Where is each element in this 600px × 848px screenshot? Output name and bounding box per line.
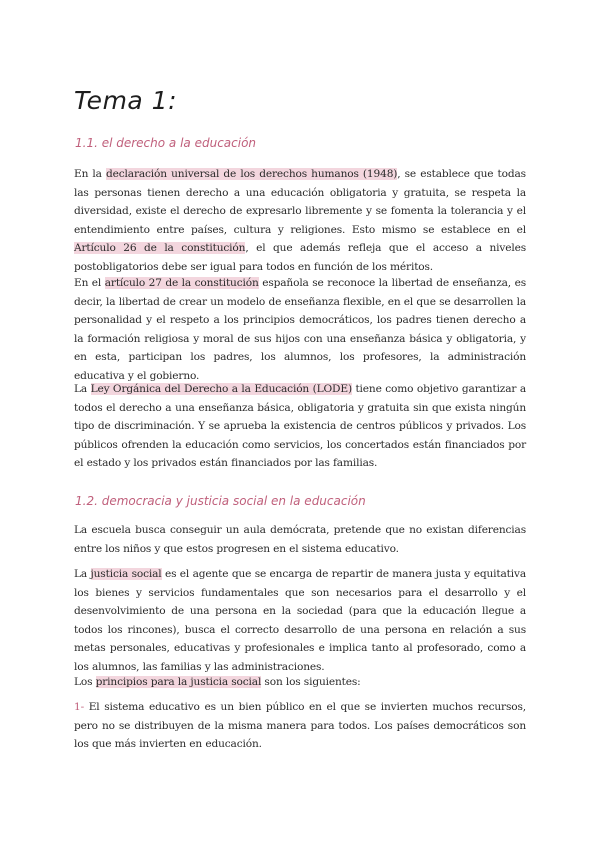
section-1-heading: 1.1. el derecho a la educación — [75, 136, 257, 150]
page-title: Tema 1: — [74, 86, 178, 115]
highlight-text: artículo 27 de la constitución — [104, 277, 259, 289]
section-1-paragraph-2: En el artículo 27 de la constitución española se reconoce la libertad de enseñanza, es decir, la libertad de crear un modelo de enseñanza flexible, en el que se desarrollen la personalidad y el respeto a los principios democráticos, los padres tienen derecho a la formación religiosa y moral de sus hijos con una enseñanza básica y obligatoria, y en esta, participan los padres, los alumnos, los profesores, la administración educativa y el gobierno. — [74, 277, 526, 382]
section-2-paragraph-3: Los principios para la justicia social son los siguientes: — [74, 676, 361, 688]
section-1-paragraph-3: La Ley Orgánica del Derecho a la Educación (LODE) tiene como objetivo garantizar a todos el derecho a una enseñanza básica, obligatoria y gratuita sin que exista ningún tipo de discriminación. Y se aprueba la existencia de centros públicos y privados. Los públicos ofrenden la educación como servicios, los concertados están financiados por el estado y los privados están financiados por las familias. — [74, 383, 526, 470]
section-2-list-item-1: 1- El sistema educativo es un bien público en el que se invierten muchos recursos, pero no se distribuyen de la misma manera para todos. Los países democráticos son los que más invierten en educación. — [74, 701, 526, 751]
list-number: 1- — [74, 701, 85, 713]
section-2-paragraph-1: La escuela busca conseguir un aula demócrata, pretende que no existan diferencias entre los niños y que estos progresen en el sistema educativo. — [74, 524, 526, 555]
highlight-text: declaración universal de los derechos humanos (1948) — [106, 168, 398, 180]
section-2-paragraph-2: La justicia social es el agente que se encarga de repartir de manera justa y equitativa los bienes y servicios fundamentales que son necesarios para el desarrollo y el desenvolvimiento de una persona en la sociedad (para que la educación llegue a todos los rincones), busca el correcto desarrollo de una persona en relación a sus metas personales, educativas y profesionales e implica tanto al profesorado, como a los alumnos, las familias y las administraciones. — [74, 568, 526, 673]
highlight-text: justicia social — [90, 568, 162, 580]
section-1-paragraph-1: En la declaración universal de los derechos humanos (1948), se establece que todas las personas tienen derecho a una educación obligatoria y gratuita, se respeta la diversidad, existe el derecho de expresarlo libremente y se fomenta la tolerancia y el entendimiento entre países, cultura y religiones. Esto mismo se establece en el Artículo 26 de la constitución, el que además refleja que el acceso a niveles postobligatorios debe ser igual para todos en función de los méritos. — [74, 168, 527, 273]
section-2-heading: 1.2. democracia y justicia social en la educación — [75, 494, 366, 508]
highlight-text: principios para la justicia social — [95, 676, 262, 688]
highlight-text: Ley Orgánica del Derecho a la Educación (LODE) — [90, 383, 352, 395]
highlight-text: Artículo 26 de la constitución — [74, 242, 246, 255]
